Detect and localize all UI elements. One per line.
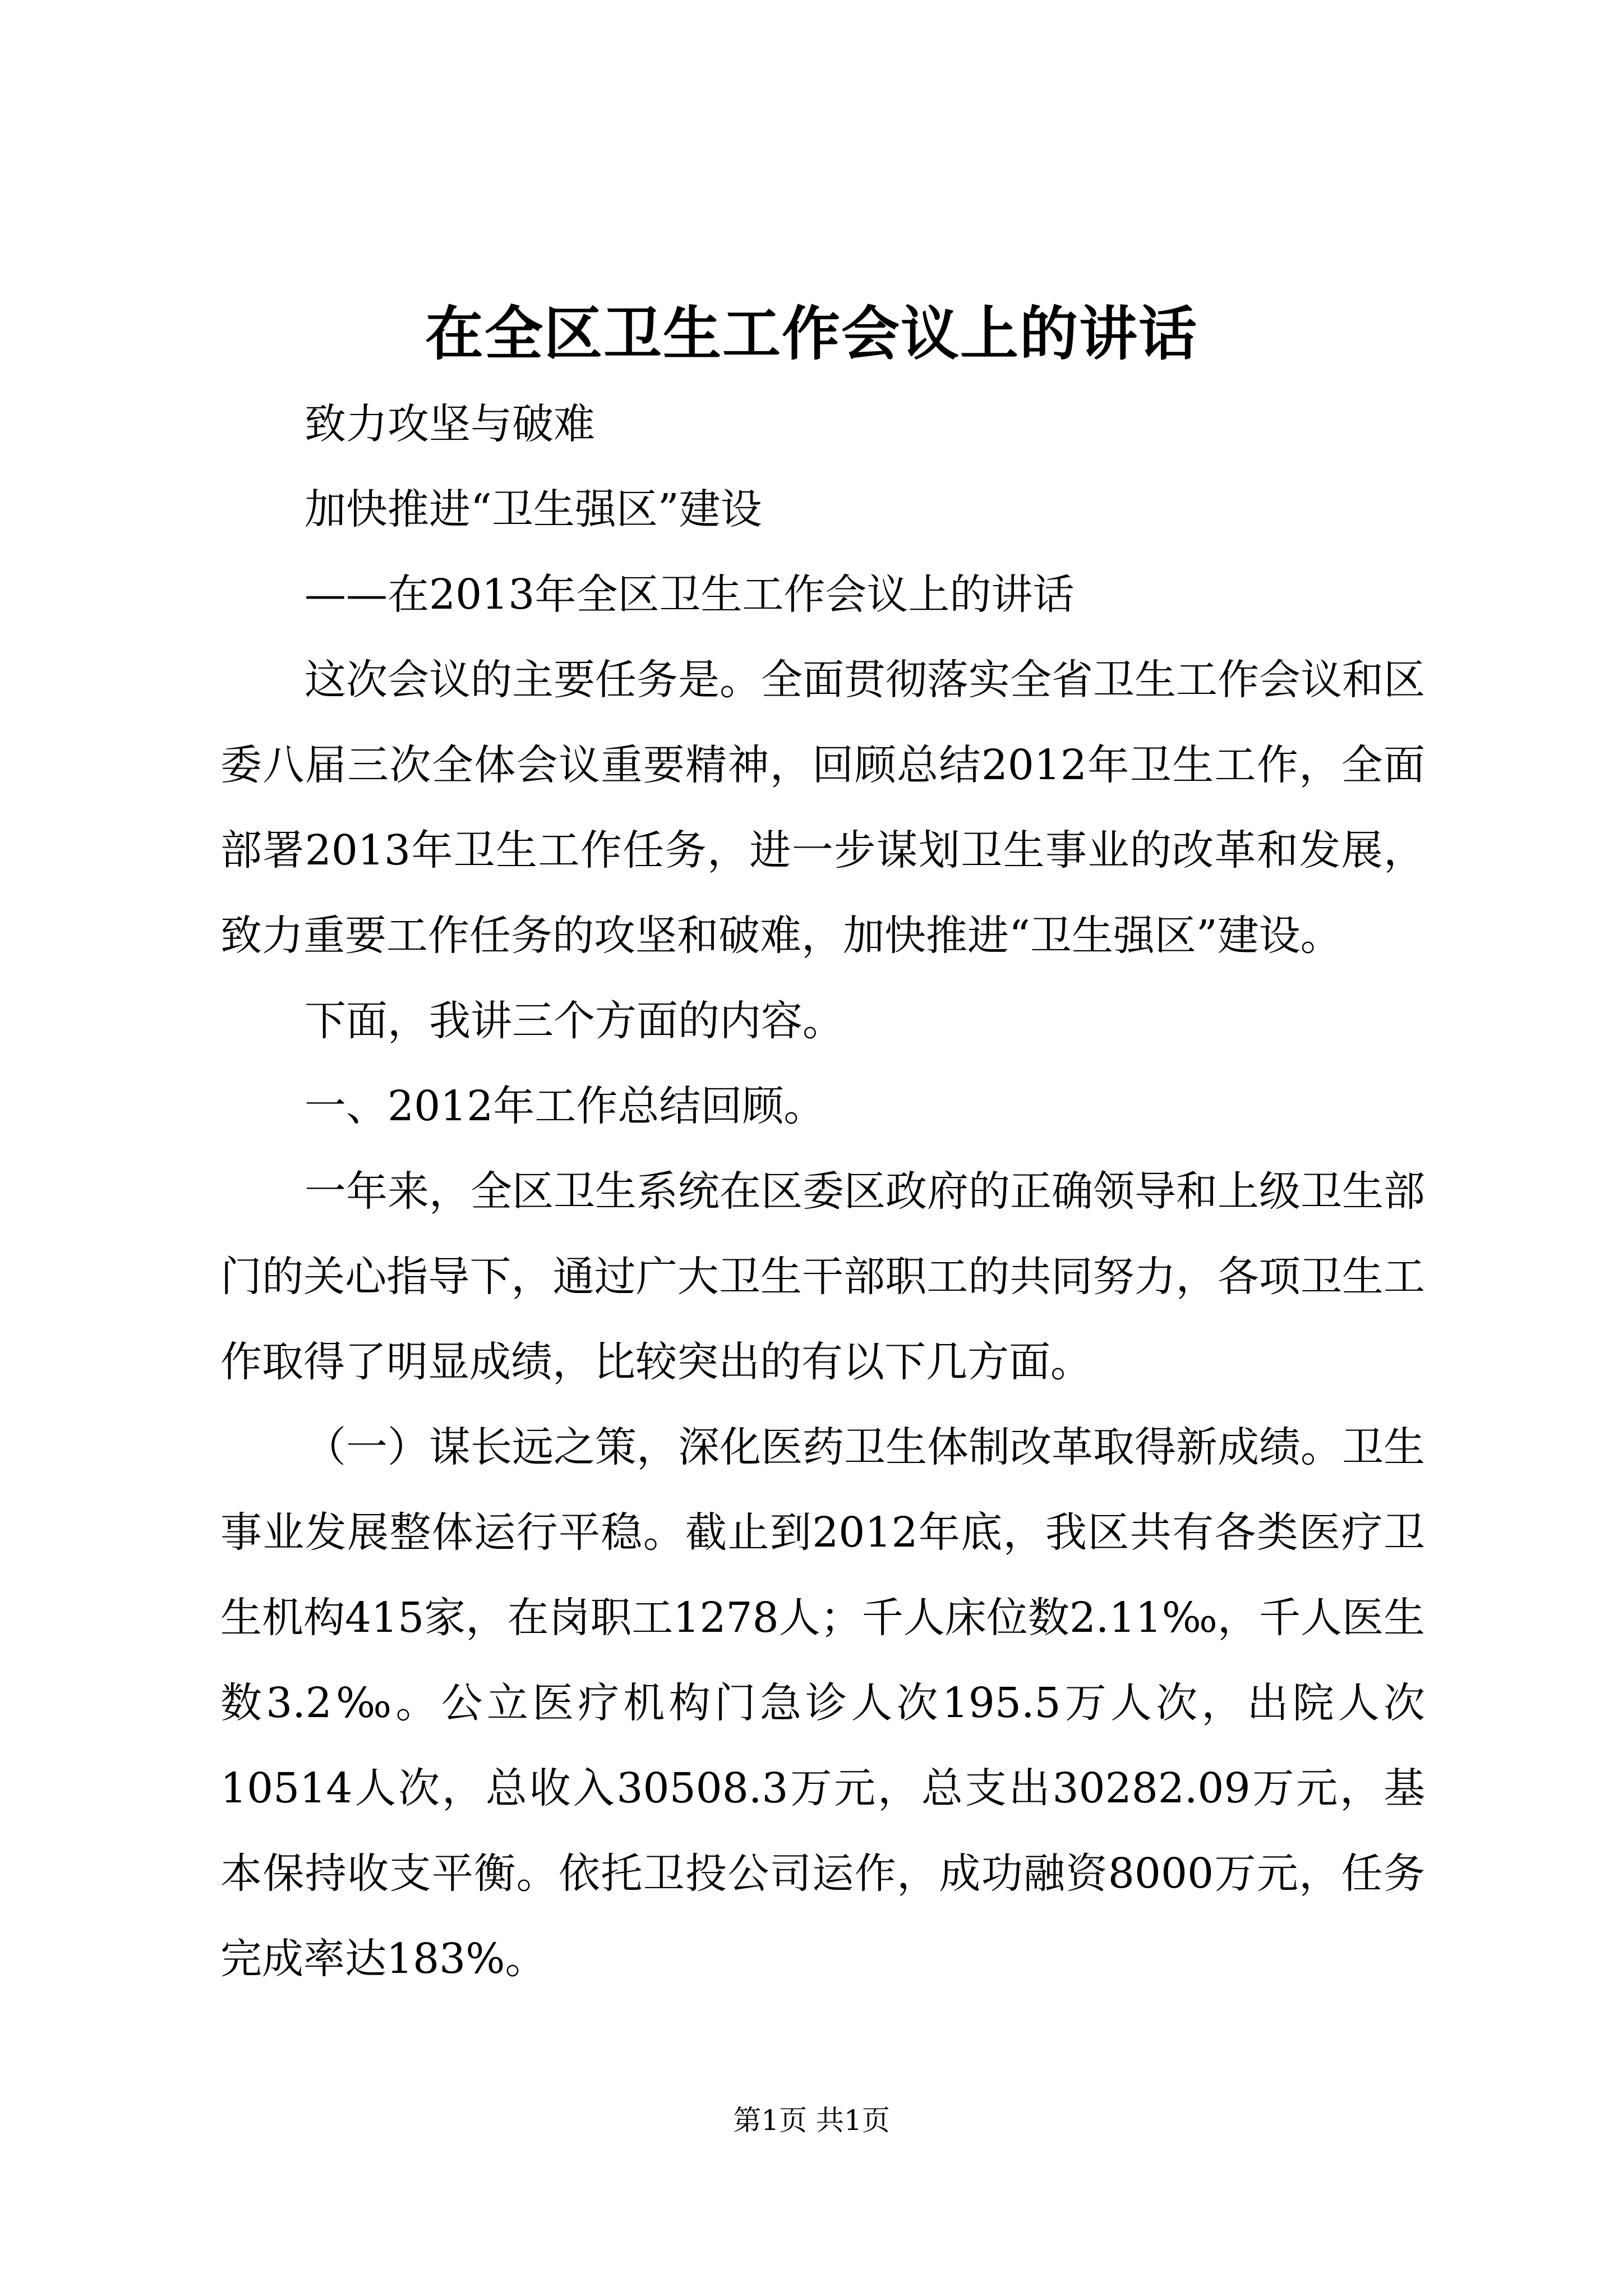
section-heading-1: 一、2012年工作总结回顾。 [305, 1082, 826, 1130]
paragraph-summary: 一年来，全区卫生系统在区委区政府的正确领导和上级卫生部门的关心指导下，通过广大卫生干部职工的共同努力，各项卫生工作取得了明显成绩，比较突出的有以下几方面。 [220, 1167, 1425, 1386]
paragraph-section-1-1: （一）谋长远之策，深化医药卫生体制改革取得新成绩。卫生事业发展整体运行平稳。截止到2012年底，我区共有各类医疗卫生机构415家，在岗职工1278人；千人床位数2.11‰，千人医生数3.2‰。公立医疗机构门急诊人次195.5万人次，出院人次10514人次，总收入30508.3万元，总支出30282.09万元，基本保持收支平衡。依托卫投公司运作，成功融资8000万元，任务完成率达183%。 [220, 1423, 1425, 1983]
page-number-footer: 第1页 共1页 [733, 2104, 890, 2137]
subtitle-line-1: 致力攻坚与破难 [305, 400, 595, 448]
paragraph-outline: 下面，我讲三个方面的内容。 [305, 997, 844, 1045]
document-title: 在全区卫生工作会议上的讲话 [425, 299, 1198, 368]
document-body [220, 381, 1425, 2001]
paragraph-intro: 这次会议的主要任务是。全面贯彻落实全省卫生工作会议和区委八届三次全体会议重要精神，回顾总结2012年卫生工作，全面部署2013年卫生工作任务，进一步谋划卫生事业的改革和发展，致力重要工作任务的攻坚和破难，加快推进“卫生强区”建设。 [220, 656, 1425, 960]
subtitle-line-2: 加快推进“卫生强区”建设 [305, 485, 762, 533]
subtitle-line-3: ——在2013年全区卫生工作会议上的讲话 [305, 570, 1075, 619]
